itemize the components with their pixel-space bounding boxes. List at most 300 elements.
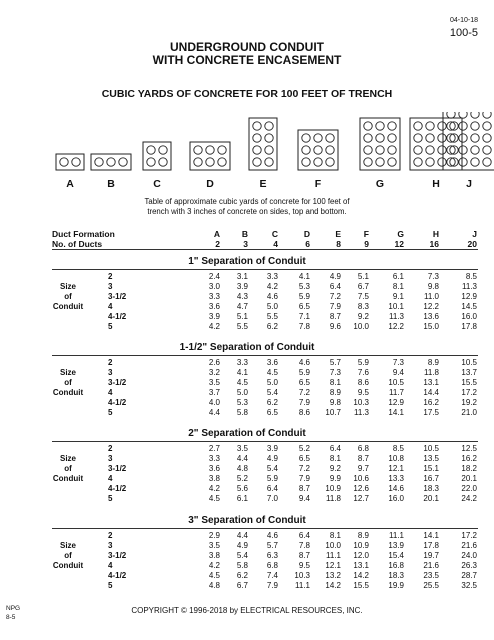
- section-title: 3" Separation of Conduit: [188, 515, 306, 526]
- duct-circle: [72, 158, 80, 166]
- side-label: Size: [59, 454, 76, 463]
- side-label: Conduit: [52, 474, 84, 483]
- table-cell: 4.5: [208, 571, 220, 580]
- table-cell: 21.6: [461, 541, 477, 550]
- header-letter: B: [241, 229, 248, 239]
- table-cell: 14.2: [353, 571, 369, 580]
- table-cell: 10.5: [423, 444, 439, 453]
- table-cell: 9.1: [392, 292, 404, 301]
- table-cell: 4.5: [266, 368, 278, 377]
- table-cell: 5.5: [236, 322, 248, 331]
- table-cell: 8.9: [427, 358, 439, 367]
- duct-circle: [253, 134, 261, 142]
- formation-letter: D: [206, 178, 214, 190]
- duct-circle: [471, 134, 479, 142]
- table-cell: 3.6: [208, 302, 220, 311]
- duct-circle: [414, 134, 422, 142]
- duct-circle: [314, 134, 322, 142]
- table-cell: 3.3: [266, 272, 278, 281]
- table-cell: 13.7: [461, 368, 477, 377]
- duct-circle: [376, 146, 384, 154]
- table-caption: [0, 197, 494, 217]
- duct-circle: [218, 146, 226, 154]
- row-size: 4: [108, 388, 113, 397]
- table-cell: 5.0: [236, 388, 248, 397]
- table-cell: 5.7: [266, 541, 278, 550]
- table-cell: 8.9: [329, 388, 341, 397]
- table-cell: 5.4: [266, 464, 278, 473]
- table-cell: 13.5: [423, 454, 439, 463]
- row-size: 5: [108, 322, 113, 331]
- table-cell: 21.0: [461, 408, 477, 417]
- table-cell: 5.0: [266, 378, 278, 387]
- table-cell: 4.2: [208, 484, 220, 493]
- table-cell: 18.3: [423, 484, 439, 493]
- table-cell: 16.2: [423, 398, 439, 407]
- row-size: 5: [108, 581, 113, 590]
- side-label: of: [64, 464, 72, 473]
- table-cell: 4.9: [266, 454, 278, 463]
- table-cell: 4.1: [298, 272, 310, 281]
- row-size: 3-1/2: [108, 292, 127, 301]
- side-label: Conduit: [52, 302, 84, 311]
- table-cell: 16.0: [461, 312, 477, 321]
- table-cell: 14.4: [423, 388, 439, 397]
- table-row: [0, 444, 494, 454]
- table-cell: 6.8: [266, 561, 278, 570]
- formation-letter: E: [259, 178, 267, 190]
- table-cell: 16.8: [388, 561, 404, 570]
- table-cell: 6.5: [298, 454, 310, 463]
- row-size: 3: [108, 541, 113, 550]
- header-label-formation: Duct Formation: [52, 229, 115, 239]
- table-cell: 5.1: [236, 312, 248, 321]
- table-cell: 4.6: [266, 292, 278, 301]
- formation-letter: G: [375, 178, 385, 190]
- table-cell: 13.2: [325, 571, 341, 580]
- duct-circle: [265, 134, 273, 142]
- header-count: 2: [215, 239, 220, 249]
- table-cell: 5.7: [329, 358, 341, 367]
- duct-circle: [206, 158, 214, 166]
- formation-b: [91, 154, 131, 170]
- duct-circle: [426, 158, 434, 166]
- table-cell: 10.7: [325, 408, 341, 417]
- table-cell: 4.4: [236, 454, 248, 463]
- duct-circle: [459, 112, 467, 118]
- table-cell: 11.0: [424, 292, 439, 301]
- header-letter: H: [432, 229, 439, 239]
- encasement-outline: [143, 142, 171, 170]
- table-cell: 5.5: [266, 312, 278, 321]
- table-row: [0, 302, 494, 312]
- row-size: 2: [108, 444, 113, 453]
- table-cell: 5.2: [236, 474, 248, 483]
- table-cell: 11.7: [389, 388, 404, 397]
- table-cell: 3.1: [236, 272, 248, 281]
- table-cell: 3.3: [208, 292, 220, 301]
- table-row: [0, 561, 494, 571]
- table-cell: 6.5: [266, 408, 278, 417]
- header-letter: D: [303, 229, 310, 239]
- encasement-outline: [360, 118, 400, 170]
- table-cell: 6.7: [236, 581, 248, 590]
- formation-letter: B: [107, 178, 115, 190]
- table-cell: 6.7: [357, 282, 369, 291]
- table-cell: 15.4: [388, 551, 404, 560]
- duct-circle: [364, 122, 372, 130]
- header-count: 4: [273, 239, 278, 249]
- duct-circle: [159, 158, 167, 166]
- table-cell: 8.7: [357, 454, 369, 463]
- table-cell: 19.7: [423, 551, 439, 560]
- row-size: 4: [108, 302, 113, 311]
- side-label: Size: [59, 541, 76, 550]
- duct-circle: [459, 158, 467, 166]
- table-row: [0, 454, 494, 464]
- duct-circle: [119, 158, 127, 166]
- header-count: 20: [467, 239, 477, 249]
- header-count: 8: [336, 239, 341, 249]
- table-cell: 6.4: [266, 484, 278, 493]
- duct-circle: [388, 122, 396, 130]
- formation-letter: A: [66, 178, 74, 190]
- formation-letter: C: [153, 178, 161, 190]
- table-cell: 2.9: [208, 531, 220, 540]
- table-cell: 9.5: [298, 561, 310, 570]
- table-row: [0, 398, 494, 408]
- table-cell: 17.8: [423, 541, 439, 550]
- table-cell: 4.4: [208, 408, 220, 417]
- table-cell: 21.6: [423, 561, 439, 570]
- duct-circle: [388, 134, 396, 142]
- duct-circle: [414, 122, 422, 130]
- duct-circle: [194, 158, 202, 166]
- table-cell: 4.2: [208, 561, 220, 570]
- table-cell: 8.1: [329, 454, 341, 463]
- side-label: Size: [59, 282, 76, 291]
- table-cell: 9.2: [357, 312, 369, 321]
- table-cell: 3.5: [236, 444, 248, 453]
- duct-circle: [302, 146, 310, 154]
- table-cell: 3.9: [208, 312, 220, 321]
- table-cell: 8.5: [392, 444, 404, 453]
- table-cell: 20.1: [423, 494, 439, 503]
- table-cell: 12.2: [423, 302, 439, 311]
- duct-circle: [483, 158, 491, 166]
- formation-f: [298, 130, 338, 170]
- table-cell: 6.2: [266, 398, 278, 407]
- table-cell: 7.3: [329, 368, 341, 377]
- table-cell: 5.3: [236, 398, 248, 407]
- table-cell: 6.5: [298, 378, 310, 387]
- table-cell: 4.7: [236, 302, 248, 311]
- table-cell: 5.6: [236, 484, 248, 493]
- duct-circle: [459, 134, 467, 142]
- table-cell: 6.4: [298, 531, 310, 540]
- duct-circle: [426, 134, 434, 142]
- table-cell: 16.0: [388, 494, 404, 503]
- table-cell: 3.8: [208, 551, 220, 560]
- footer-npg: NPG: [6, 605, 21, 612]
- duct-circle: [438, 146, 446, 154]
- table-cell: 3.8: [208, 474, 220, 483]
- formation-letter: J: [466, 178, 472, 190]
- table-cell: 10.3: [294, 571, 310, 580]
- table-cell: 11.1: [295, 581, 310, 590]
- table-cell: 19.2: [461, 398, 477, 407]
- table-cell: 7.2: [298, 464, 310, 473]
- duct-circle: [107, 158, 115, 166]
- table-row: [0, 408, 494, 418]
- table-cell: 7.8: [298, 541, 310, 550]
- table-cell: 6.2: [266, 322, 278, 331]
- table-cell: 5.0: [266, 302, 278, 311]
- table-cell: 4.2: [208, 322, 220, 331]
- side-label: of: [64, 292, 72, 301]
- table-cell: 10.9: [353, 541, 369, 550]
- table-cell: 5.9: [298, 292, 310, 301]
- table-cell: 8.3: [357, 302, 369, 311]
- duct-circle: [159, 146, 167, 154]
- table-cell: 17.8: [461, 322, 477, 331]
- table-cell: 4.6: [298, 358, 310, 367]
- table-cell: 8.6: [357, 378, 369, 387]
- duct-circle: [426, 146, 434, 154]
- table-cell: 22.0: [461, 484, 477, 493]
- table-cell: 5.8: [236, 408, 248, 417]
- section-rule: [52, 441, 478, 442]
- table-cell: 3.2: [208, 368, 220, 377]
- duct-circle: [253, 158, 261, 166]
- duct-circle: [253, 122, 261, 130]
- table-cell: 7.4: [266, 571, 278, 580]
- table-row: [0, 541, 494, 551]
- table-cell: 9.6: [329, 322, 341, 331]
- table-cell: 15.0: [423, 322, 439, 331]
- table-cell: 5.2: [298, 444, 310, 453]
- header-count: 6: [305, 239, 310, 249]
- table-cell: 7.9: [298, 398, 310, 407]
- duct-circle: [253, 146, 261, 154]
- duct-circle: [438, 134, 446, 142]
- table-cell: 9.5: [357, 388, 369, 397]
- row-size: 3: [108, 282, 113, 291]
- table-cell: 5.3: [298, 282, 310, 291]
- table-cell: 17.2: [461, 388, 477, 397]
- table-cell: 5.9: [357, 358, 369, 367]
- encasement-outline: [298, 130, 338, 170]
- table-cell: 18.2: [461, 464, 477, 473]
- table-cell: 24.2: [461, 494, 477, 503]
- table-cell: 4.3: [236, 292, 248, 301]
- formation-a: [56, 154, 84, 170]
- table-cell: 7.5: [357, 292, 369, 301]
- duct-circle: [194, 146, 202, 154]
- table-cell: 6.4: [329, 444, 341, 453]
- table-cell: 18.3: [388, 571, 404, 580]
- table-cell: 11.1: [389, 531, 404, 540]
- table-cell: 5.4: [236, 551, 248, 560]
- table-cell: 4.5: [208, 494, 220, 503]
- duct-circle: [438, 122, 446, 130]
- table-cell: 20.1: [461, 474, 477, 483]
- table-cell: 3.3: [208, 454, 220, 463]
- duct-circle: [414, 158, 422, 166]
- table-cell: 12.9: [388, 398, 404, 407]
- duct-circle: [471, 112, 479, 118]
- row-size: 3-1/2: [108, 464, 127, 473]
- table-row: [0, 494, 494, 504]
- table-cell: 13.1: [353, 561, 369, 570]
- table-cell: 26.3: [461, 561, 477, 570]
- table-cell: 6.3: [266, 551, 278, 560]
- table-cell: 6.1: [392, 272, 404, 281]
- page-number: 100-5: [449, 27, 478, 39]
- table-cell: 11.1: [326, 551, 341, 560]
- table-cell: 4.0: [208, 398, 220, 407]
- table-cell: 10.5: [461, 358, 477, 367]
- table-cell: 8.1: [329, 531, 341, 540]
- table-cell: 3.3: [236, 358, 248, 367]
- table-row: [0, 282, 494, 292]
- table-row: [0, 484, 494, 494]
- table-cell: 9.8: [329, 398, 341, 407]
- footer-section: 8-5: [6, 614, 16, 621]
- caption-line-1: Table of approximate cubic yards of concrete for 100 feet of: [144, 197, 350, 206]
- table-cell: 7.9: [298, 474, 310, 483]
- duct-circle: [426, 122, 434, 130]
- table-cell: 9.4: [298, 494, 310, 503]
- table-row: [0, 378, 494, 388]
- header-count: 16: [429, 239, 439, 249]
- table-row: [0, 272, 494, 282]
- section-rule: [52, 269, 478, 270]
- formation-g: [360, 118, 400, 170]
- section-rule: [52, 528, 478, 529]
- table-cell: 4.2: [266, 282, 278, 291]
- duct-circle: [326, 146, 334, 154]
- duct-circle: [483, 122, 491, 130]
- table-cell: 9.9: [329, 474, 341, 483]
- formation-c: [143, 142, 171, 170]
- section-rule: [52, 355, 478, 356]
- table-cell: 9.4: [392, 368, 404, 377]
- page-title-line-1: UNDERGROUND CONDUIT: [170, 40, 324, 54]
- table-cell: 6.4: [329, 282, 341, 291]
- table-cell: 2.7: [208, 444, 220, 453]
- table-cell: 5.9: [266, 474, 278, 483]
- formation-e: [249, 118, 277, 170]
- table-cell: 5.9: [298, 368, 310, 377]
- table-cell: 7.3: [427, 272, 439, 281]
- table-cell: 7.9: [329, 302, 341, 311]
- table-cell: 11.3: [389, 312, 404, 321]
- side-label: Conduit: [52, 561, 84, 570]
- duct-circle: [206, 146, 214, 154]
- table-cell: 3.0: [208, 282, 220, 291]
- table-cell: 12.1: [388, 464, 404, 473]
- table-cell: 3.7: [208, 388, 220, 397]
- table-cell: 9.8: [427, 282, 439, 291]
- table-cell: 4.9: [329, 272, 341, 281]
- duct-circle: [483, 112, 491, 118]
- revision-date: 04-10-18: [449, 17, 478, 24]
- table-cell: 7.1: [298, 312, 310, 321]
- table-cell: 8.7: [298, 551, 310, 560]
- side-label: of: [64, 551, 72, 560]
- table-cell: 12.5: [461, 444, 477, 453]
- table-cell: 13.9: [388, 541, 404, 550]
- table-cell: 17.5: [423, 408, 439, 417]
- table-cell: 8.7: [329, 312, 341, 321]
- page-subtitle: CUBIC YARDS OF CONCRETE FOR 100 FEET OF TRENCH: [101, 88, 393, 100]
- table-row: [0, 571, 494, 581]
- side-label: of: [64, 378, 72, 387]
- duct-circle: [459, 122, 467, 130]
- row-size: 2: [108, 272, 113, 281]
- table-cell: 8.1: [392, 282, 404, 291]
- header-letter: J: [472, 229, 477, 239]
- header-letter: F: [363, 229, 369, 239]
- table-cell: 7.8: [298, 322, 310, 331]
- table-row: [0, 464, 494, 474]
- table-cell: 8.9: [357, 531, 369, 540]
- table-cell: 3.6: [208, 464, 220, 473]
- duct-circle: [147, 158, 155, 166]
- table-cell: 6.5: [298, 302, 310, 311]
- duct-circle: [471, 158, 479, 166]
- duct-circle: [483, 146, 491, 154]
- header-count: 12: [394, 239, 404, 249]
- table-cell: 7.6: [357, 368, 369, 377]
- table-row: [0, 474, 494, 484]
- table-cell: 3.9: [266, 444, 278, 453]
- duct-formation-diagram: [0, 112, 494, 174]
- row-size: 5: [108, 494, 113, 503]
- table-cell: 11.8: [424, 368, 439, 377]
- table-cell: 14.6: [388, 484, 404, 493]
- table-cell: 12.9: [461, 292, 477, 301]
- table-cell: 10.9: [325, 484, 341, 493]
- row-size: 3-1/2: [108, 378, 127, 387]
- table-cell: 12.6: [353, 484, 369, 493]
- table-cell: 4.6: [266, 531, 278, 540]
- duct-circle: [265, 146, 273, 154]
- table-cell: 13.3: [388, 474, 404, 483]
- duct-circle: [376, 158, 384, 166]
- duct-circle: [414, 146, 422, 154]
- table-cell: 3.9: [236, 282, 248, 291]
- row-size: 3-1/2: [108, 551, 127, 560]
- header-count: 9: [364, 239, 369, 249]
- duct-circle: [314, 158, 322, 166]
- table-cell: 17.2: [461, 531, 477, 540]
- table-cell: 10.6: [353, 474, 369, 483]
- table-row: [0, 292, 494, 302]
- table-cell: 10.5: [388, 378, 404, 387]
- duct-circle: [364, 134, 372, 142]
- duct-circle: [302, 134, 310, 142]
- table-cell: 8.5: [465, 272, 477, 281]
- row-size: 4: [108, 561, 113, 570]
- duct-circle: [364, 158, 372, 166]
- duct-circle: [60, 158, 68, 166]
- copyright: COPYRIGHT © 1996-2018 by ELECTRICAL RESOURCES, INC.: [131, 606, 363, 615]
- header-label-count: No. of Ducts: [52, 239, 103, 249]
- duct-circle: [388, 158, 396, 166]
- table-cell: 4.8: [208, 581, 220, 590]
